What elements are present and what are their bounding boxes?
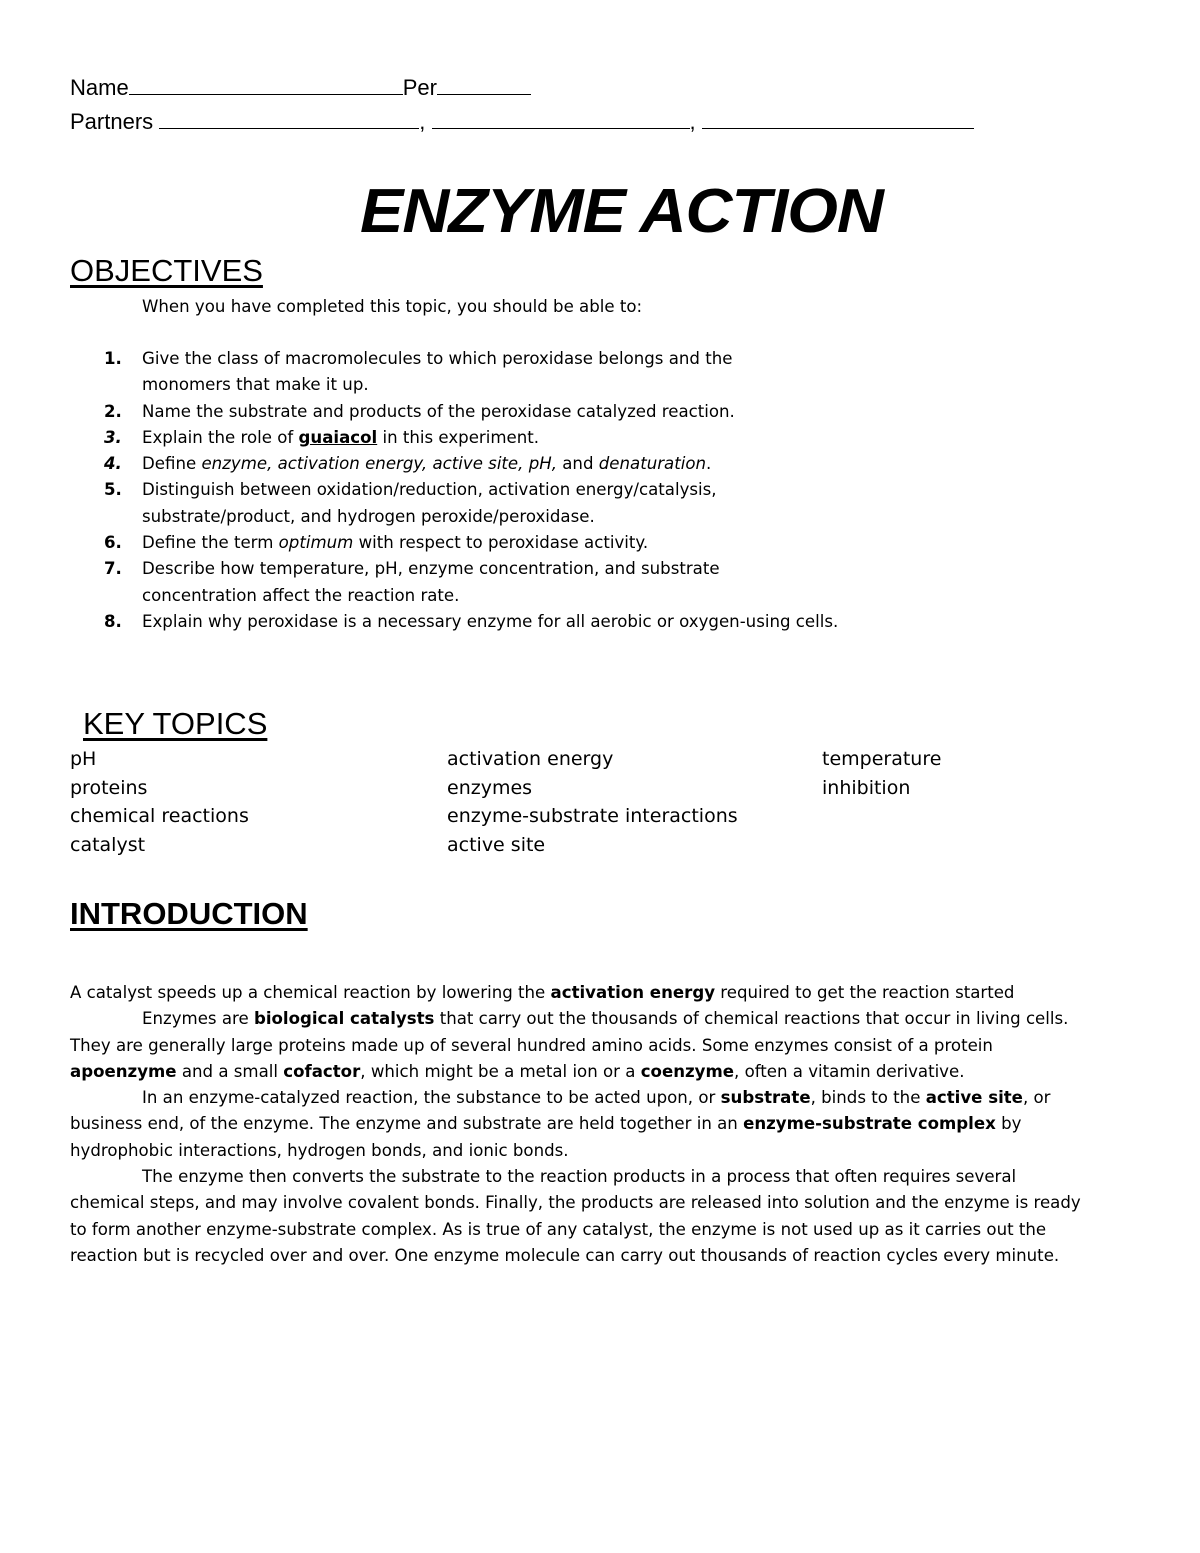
objective-item: 8. Explain why peroxidase is a necessary enzyme for all aerobic or oxygen-using cells. (104, 611, 839, 631)
key-topics-heading: KEY TOPICS (83, 706, 268, 741)
objective-item: 4. Define enzyme, activation energy, active site, pH, and denaturation. (104, 454, 712, 474)
key-topic: proteins (70, 776, 148, 799)
objective-item: 2. Name the substrate and products of the peroxidase catalyzed reaction. (104, 401, 735, 421)
intro-paragraph-4: The enzyme then converts the substrate to the reaction products in a process that often requires several chemical steps, and may involve covalent bonds. Finally, the products are released into solution and the enzyme is ready to form another enzyme-substrate complex. As is true of any catalyst, the enzyme is not used up as it carries out the reaction but is recycled over and over. One enzyme molecule can carry out thousands of reaction cycles every minute. (70, 1167, 1081, 1265)
objective-item: 6. Define the term optimum with respect to peroxidase activity. (104, 533, 649, 553)
key-topic: catalyst (70, 833, 146, 856)
objectives-intro: When you have completed this topic, you should be able to: (142, 297, 643, 316)
period-field[interactable] (437, 74, 531, 95)
intro-paragraph-1: A catalyst speeds up a chemical reaction by lowering the activation energy required to get the reaction started (70, 983, 1015, 1002)
objective-item: 1. Give the class of macromolecules to which peroxidase belongs and the monomers that make it up. (104, 349, 733, 395)
key-topics-col-3 (822, 745, 941, 802)
objective-item: 7. Describe how temperature, pH, enzyme concentration, and substrate concentration affect the reaction rate. (104, 559, 720, 605)
key-topic: enzymes (447, 776, 533, 799)
intro-paragraph-3: In an enzyme-catalyzed reaction, the substance to be acted upon, or substrate, binds to the active site, or business end, of the enzyme. The enzyme and substrate are held together in an enzyme-substrate complex by hydrophobic interactions, hydrogen bonds, and ionic bonds. (70, 1088, 1051, 1160)
partners-line (70, 108, 974, 136)
partners-label: Partners (70, 109, 154, 134)
guaiacol-term: guaiacol (298, 427, 378, 447)
partner-field-2[interactable] (432, 108, 690, 129)
partner-separator: , (689, 109, 696, 134)
key-topic: activation energy (447, 748, 614, 770)
name-field[interactable] (129, 74, 403, 95)
key-topic: enzyme-substrate interactions (447, 805, 738, 828)
key-topics-col-2 (447, 745, 738, 859)
key-topic: inhibition (822, 776, 911, 799)
objective-item: 5. Distinguish between oxidation/reduction, activation energy/catalysis, substrate/product, and hydrogen peroxide/peroxidase. (104, 480, 717, 526)
name-per-line (70, 74, 531, 102)
introduction-body (70, 980, 1081, 1269)
key-topic: chemical reactions (70, 805, 249, 828)
intro-paragraph-2: Enzymes are biological catalysts that carry out the thousands of chemical reactions that occur in living cells. They are generally large proteins made up of several hundred amino acids. Some enzymes consist of a protein apoenzyme and a small cofactor, which might be a metal ion or a coenzyme, often a vitamin derivative. (70, 1009, 1069, 1081)
key-topic: active site (447, 833, 546, 856)
partner-separator: , (419, 109, 426, 134)
partner-field-3[interactable] (702, 108, 974, 129)
introduction-heading: INTRODUCTION (70, 896, 308, 931)
partner-field-1[interactable] (159, 108, 419, 129)
per-label: Per (402, 75, 437, 100)
key-topics-col-1 (70, 745, 249, 859)
name-label: Name (70, 75, 129, 100)
objectives-heading: OBJECTIVES (70, 253, 263, 288)
page-title: ENZYME ACTION (360, 177, 883, 246)
objectives-list (70, 346, 838, 635)
key-topic: temperature (822, 748, 942, 770)
key-topic: pH (70, 748, 97, 770)
objective-item: 3. Explain the role of guaiacol in this experiment. (104, 427, 540, 447)
